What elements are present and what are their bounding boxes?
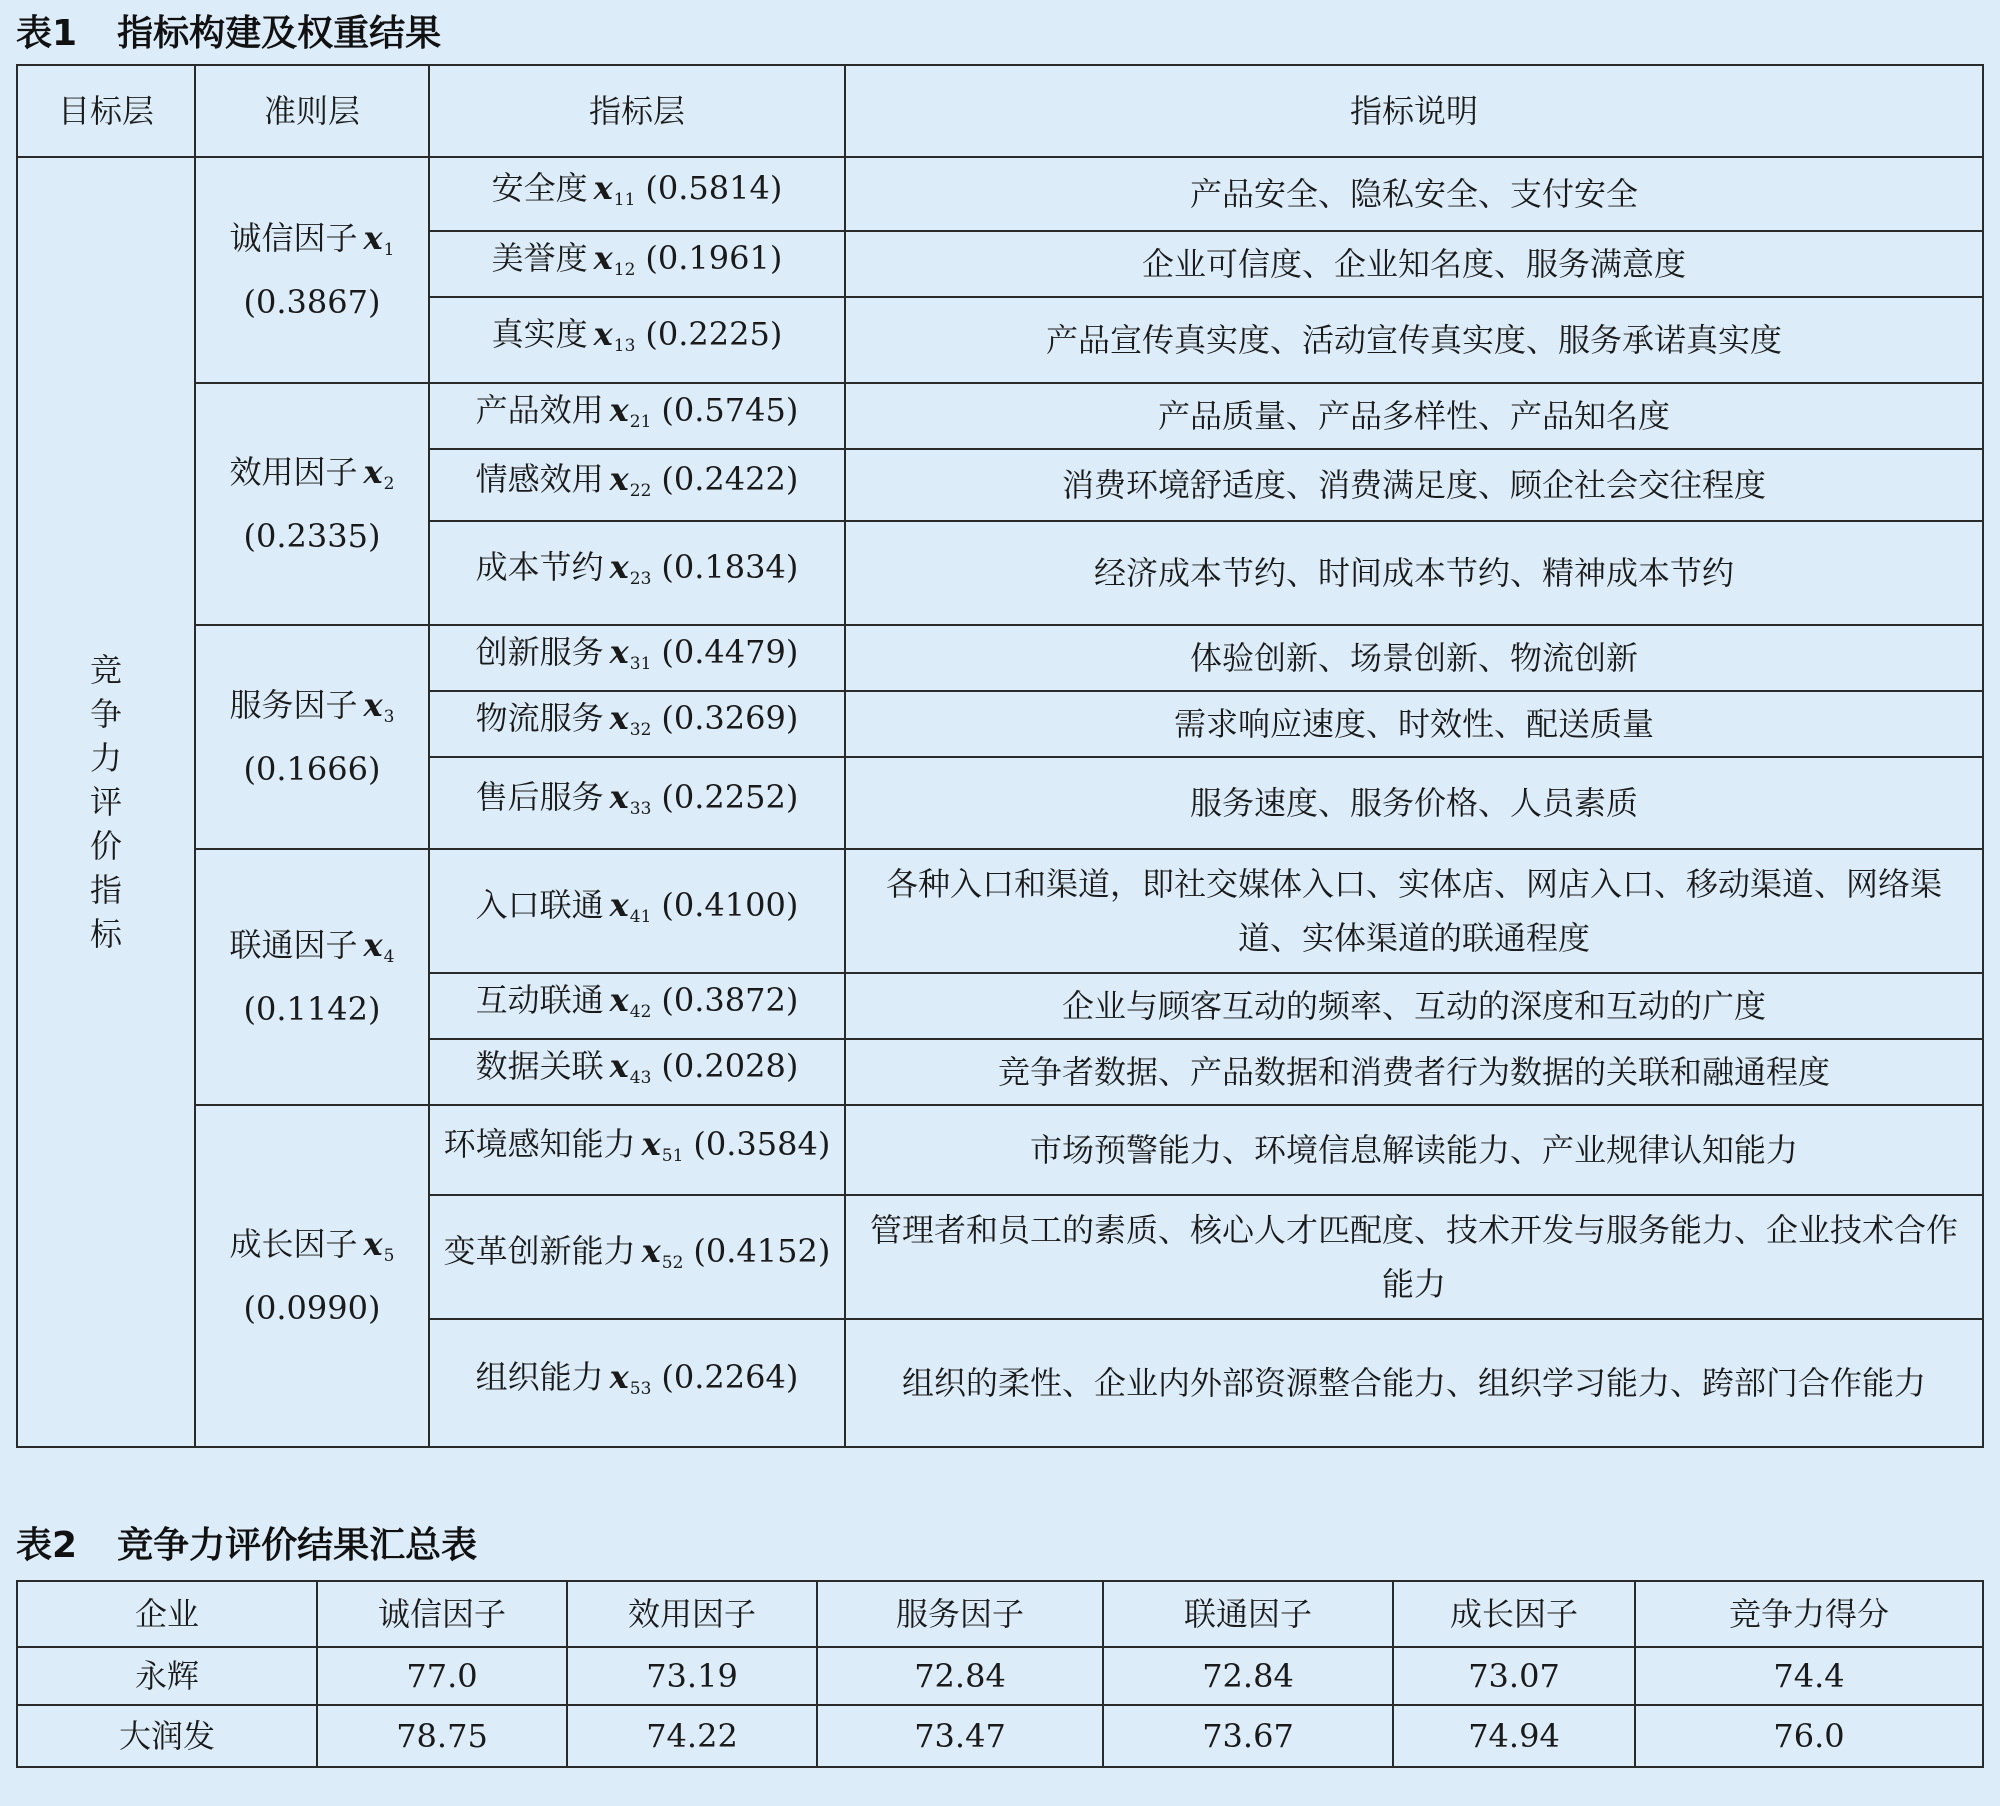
indicator-weight: (0.2264) [661, 1358, 799, 1396]
table2-header-row [17, 1581, 1983, 1647]
indicator-weight: (0.5814) [645, 169, 783, 207]
indicator-variable: x [641, 1125, 661, 1163]
criteria-weight: (0.3867) [243, 283, 381, 321]
indicator-variable: x [609, 460, 629, 498]
criteria-label [202, 212, 422, 276]
criteria-name: 联通因子 [229, 926, 358, 964]
criteria-cell [195, 849, 429, 1105]
table2-header-cell: 诚信因子 [317, 1581, 567, 1647]
criteria-name: 效用因子 [229, 453, 358, 491]
indicator-description: 竞争者数据、产品数据和消费者行为数据的关联和融通程度 [845, 1039, 1983, 1105]
indicator-subscript: 31 [629, 654, 652, 674]
indicator-subscript: 12 [613, 260, 636, 280]
criteria-label [202, 919, 422, 983]
criteria-cell [195, 1105, 429, 1447]
indicator-variable: x [593, 169, 613, 207]
score-cell: 76.0 [1635, 1705, 1983, 1767]
table2-caption-title: 竞争力评价结果汇总表 [117, 1525, 478, 1566]
score-cell: 78.75 [317, 1705, 567, 1767]
indicator-weight: (0.5745) [661, 391, 799, 429]
criteria-weight: (0.1142) [243, 990, 381, 1028]
indicator-variable: x [609, 1047, 629, 1085]
indicator-variable: x [609, 391, 629, 429]
header-indicator-description: 指标说明 [845, 65, 1983, 157]
indicator-variable: x [609, 1358, 629, 1396]
criteria-cell [195, 625, 429, 849]
criteria-cell [195, 383, 429, 625]
indicator-description: 体验创新、场景创新、物流创新 [845, 625, 1983, 691]
indicator-cell [429, 383, 845, 449]
indicator-name: 安全度 [491, 169, 588, 207]
criteria-variable: x [363, 926, 383, 964]
indicator-cell [429, 849, 845, 973]
indicator-cell [429, 521, 845, 625]
indicator-cell [429, 1319, 845, 1447]
indicator-variable: x [609, 886, 629, 924]
indicator-weight: (0.2422) [661, 460, 799, 498]
criteria-name: 服务因子 [229, 686, 358, 724]
indicator-weight: (0.4100) [661, 886, 799, 924]
indicator-description: 产品质量、产品多样性、产品知名度 [845, 383, 1983, 449]
indicator-subscript: 32 [629, 720, 652, 740]
indicator-name: 美誉度 [491, 239, 588, 277]
criteria-label [202, 446, 422, 510]
criteria-label [202, 679, 422, 743]
criteria-subscript: 1 [383, 240, 395, 260]
indicator-name: 真实度 [491, 315, 588, 353]
indicator-name: 组织能力 [475, 1358, 604, 1396]
criteria-label [202, 1218, 422, 1282]
indicator-weight: (0.3584) [693, 1125, 831, 1163]
indicator-cell [429, 691, 845, 757]
criteria-subscript: 4 [383, 947, 395, 967]
indicator-subscript: 11 [613, 190, 636, 210]
indicator-weight: (0.1961) [645, 239, 783, 277]
indicator-weight: (0.2225) [645, 315, 783, 353]
target-layer-cell [17, 157, 195, 1447]
indicator-description: 产品宣传真实度、活动宣传真实度、服务承诺真实度 [845, 297, 1983, 383]
indicator-variable: x [641, 1232, 661, 1270]
score-cell: 74.22 [567, 1705, 817, 1767]
indicator-cell [429, 157, 845, 231]
indicator-name: 成本节约 [475, 548, 604, 586]
table2-header-cell: 竞争力得分 [1635, 1581, 1983, 1647]
company-name-cell: 永辉 [17, 1647, 317, 1705]
indicator-cell [429, 231, 845, 297]
score-cell: 74.4 [1635, 1647, 1983, 1705]
score-cell: 72.84 [817, 1647, 1103, 1705]
indicator-cell [429, 297, 845, 383]
indicator-name: 入口联通 [475, 886, 604, 924]
indicator-description: 企业可信度、企业知名度、服务满意度 [845, 231, 1983, 297]
criteria-weight: (0.1666) [243, 750, 381, 788]
table2-caption-number: 表2 [16, 1525, 78, 1566]
indicator-subscript: 21 [629, 412, 652, 432]
indicator-description: 需求响应速度、时效性、配送质量 [845, 691, 1983, 757]
indicator-name: 物流服务 [475, 699, 604, 737]
criteria-subscript: 5 [383, 1246, 395, 1266]
indicator-description: 管理者和员工的素质、核心人才匹配度、技术开发与服务能力、企业技术合作能力 [845, 1195, 1983, 1319]
indicator-subscript: 33 [629, 799, 652, 819]
indicator-description: 产品安全、隐私安全、支付安全 [845, 157, 1983, 231]
indicator-weight: (0.4152) [693, 1232, 831, 1270]
score-cell: 73.19 [567, 1647, 817, 1705]
target-layer-text: 竞争力评价指标 [90, 651, 123, 953]
indicator-subscript: 42 [629, 1002, 652, 1022]
indicator-name: 情感效用 [475, 460, 604, 498]
indicator-subscript: 13 [613, 336, 636, 356]
table2-row [17, 1647, 1983, 1705]
indicator-name: 变革创新能力 [443, 1232, 636, 1270]
indicator-variable: x [609, 633, 629, 671]
indicator-variable: x [593, 239, 613, 277]
table1-row [17, 383, 1983, 449]
criteria-variable: x [363, 453, 383, 491]
competitiveness-summary-table [16, 1580, 1984, 1768]
indicator-description: 经济成本节约、时间成本节约、精神成本节约 [845, 521, 1983, 625]
criteria-name: 诚信因子 [229, 219, 358, 257]
score-cell: 72.84 [1103, 1647, 1393, 1705]
indicator-cell [429, 973, 845, 1039]
indicator-weight: (0.3872) [661, 981, 799, 1019]
indicator-cell [429, 1039, 845, 1105]
indicator-description: 企业与顾客互动的频率、互动的深度和互动的广度 [845, 973, 1983, 1039]
score-cell: 73.47 [817, 1705, 1103, 1767]
indicator-subscript: 43 [629, 1068, 652, 1088]
indicator-weight: (0.2252) [661, 778, 799, 816]
criteria-subscript: 2 [383, 474, 395, 494]
indicator-cell [429, 625, 845, 691]
indicator-description: 消费环境舒适度、消费满足度、顾企社会交往程度 [845, 449, 1983, 521]
score-cell: 74.94 [1393, 1705, 1635, 1767]
criteria-variable: x [363, 219, 383, 257]
indicator-cell [429, 1105, 845, 1195]
header-indicator-layer: 指标层 [429, 65, 845, 157]
table2-header-cell: 企业 [17, 1581, 317, 1647]
indicator-name: 创新服务 [475, 633, 604, 671]
table2-header-cell: 效用因子 [567, 1581, 817, 1647]
indicator-variable: x [609, 778, 629, 816]
indicator-variable: x [609, 548, 629, 586]
header-criteria-layer: 准则层 [195, 65, 429, 157]
indicator-name: 数据关联 [475, 1047, 604, 1085]
indicator-subscript: 52 [661, 1253, 684, 1273]
company-name-cell: 大润发 [17, 1705, 317, 1767]
criteria-weight: (0.2335) [243, 517, 381, 555]
indicator-subscript: 41 [629, 907, 652, 927]
indicator-subscript: 22 [629, 481, 652, 501]
table1-row [17, 849, 1983, 973]
indicator-variable: x [609, 981, 629, 1019]
indicator-weight-table [16, 64, 1984, 1448]
indicator-cell [429, 1195, 845, 1319]
indicator-weight: (0.3269) [661, 699, 799, 737]
table1-caption [16, 12, 441, 56]
indicator-subscript: 51 [661, 1146, 684, 1166]
table1-row [17, 625, 1983, 691]
table1-header-row [17, 65, 1983, 157]
criteria-name: 成长因子 [229, 1225, 358, 1263]
indicator-subscript: 53 [629, 1379, 652, 1399]
table2-caption [16, 1524, 477, 1568]
indicator-variable: x [593, 315, 613, 353]
score-cell: 73.67 [1103, 1705, 1393, 1767]
indicator-subscript: 23 [629, 569, 652, 589]
table2-header-cell: 联通因子 [1103, 1581, 1393, 1647]
indicator-weight: (0.2028) [661, 1047, 799, 1085]
indicator-description: 各种入口和渠道，即社交媒体入口、实体店、网店入口、移动渠道、网络渠道、实体渠道的联通程度 [845, 849, 1983, 973]
indicator-name: 产品效用 [475, 391, 604, 429]
table1-caption-title: 指标构建及权重结果 [117, 13, 442, 54]
indicator-name: 售后服务 [475, 778, 604, 816]
criteria-variable: x [363, 686, 383, 724]
indicator-description: 组织的柔性、企业内外部资源整合能力、组织学习能力、跨部门合作能力 [845, 1319, 1983, 1447]
indicator-description: 市场预警能力、环境信息解读能力、产业规律认知能力 [845, 1105, 1983, 1195]
indicator-variable: x [609, 699, 629, 737]
criteria-weight: (0.0990) [243, 1289, 381, 1327]
table1-row [17, 1105, 1983, 1195]
table2-header-cell: 服务因子 [817, 1581, 1103, 1647]
indicator-cell [429, 757, 845, 849]
table2-row [17, 1705, 1983, 1767]
table1-row [17, 157, 1983, 231]
criteria-variable: x [363, 1225, 383, 1263]
header-target-layer: 目标层 [17, 65, 195, 157]
score-cell: 73.07 [1393, 1647, 1635, 1705]
criteria-subscript: 3 [383, 707, 395, 727]
criteria-cell [195, 157, 429, 383]
indicator-cell [429, 449, 845, 521]
table2-header-cell: 成长因子 [1393, 1581, 1635, 1647]
indicator-name: 互动联通 [475, 981, 604, 1019]
indicator-name: 环境感知能力 [443, 1125, 636, 1163]
table1-caption-number: 表1 [16, 13, 78, 54]
indicator-weight: (0.1834) [661, 548, 799, 586]
indicator-description: 服务速度、服务价格、人员素质 [845, 757, 1983, 849]
indicator-weight: (0.4479) [661, 633, 799, 671]
score-cell: 77.0 [317, 1647, 567, 1705]
